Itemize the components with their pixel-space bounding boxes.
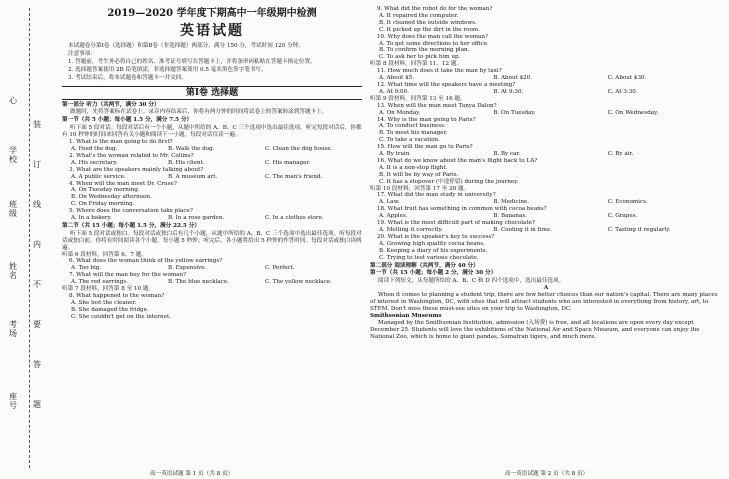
option: B. To meet his manager. xyxy=(379,130,448,137)
question-text: 1. What is the man going to do first? xyxy=(69,139,173,146)
option: A. Apples. xyxy=(379,213,408,220)
option: A. Law. xyxy=(379,199,400,206)
option: C. The yellow necklace. xyxy=(265,279,332,286)
option: B. Bananas. xyxy=(493,213,527,220)
option: C. On Wednesday. xyxy=(607,109,659,116)
left-column xyxy=(62,6,362,321)
section-note: 做题时，先将答案标在试卷上。录音内容结束后，你将有两分钟的时间将试卷上的答案转涂到答题卡上。 xyxy=(70,109,328,116)
option: A. To get some directions to her office. xyxy=(379,40,489,47)
right-column xyxy=(370,6,722,341)
option: A. It is a non-stop flight. xyxy=(379,164,448,171)
option: A. A public service. xyxy=(71,173,126,180)
option: C. The man's friend. xyxy=(265,173,323,180)
material-note: 听第 8 段材料，回答第 11、12 题。 xyxy=(370,61,463,68)
gutter-seal-char: 内 xyxy=(33,240,41,249)
section-heading: 第二部分 阅读理解（共两节，满分 40 分） xyxy=(370,262,479,269)
section-note: 阅读下列短文，从每题所给的 A、B、C 和 D 四个选项中，选出最佳选项。 xyxy=(378,278,565,285)
option: A. On Monday. xyxy=(379,109,421,116)
option: A. Growing high quality cocoa beans. xyxy=(379,240,485,247)
question-text: 10. Why does the man call the woman? xyxy=(377,33,488,40)
page-footer-left: 高一英语试题 第 1 页（共 8 页） xyxy=(150,471,234,477)
section-heading: 第二节（共 15 小题；每小题 1.5 分，满分 22.5 分） xyxy=(62,222,200,229)
question-options xyxy=(370,199,722,206)
option: B. About $20. xyxy=(493,75,533,82)
exam-subject: 英语试题 xyxy=(180,23,244,39)
gutter-label: 座号 xyxy=(9,392,17,410)
question-text: 3. What are the speakers mainly talking about? xyxy=(69,166,204,173)
gutter-label: 考场 xyxy=(9,320,17,338)
question-options xyxy=(62,146,362,153)
gutter-seal-char: 答 xyxy=(33,360,41,369)
question-text: 14. Why is the man going to Paris? xyxy=(377,116,476,123)
option: A. His secretary. xyxy=(71,159,118,166)
option: C. On Friday morning. xyxy=(71,201,135,208)
passage-subheading: Smithsonian Museums xyxy=(370,312,442,319)
option: B. In a rose garden. xyxy=(168,215,225,222)
option: B. On Wednesday afternoon. xyxy=(71,194,152,201)
option: C. It picked up the dirt in the room. xyxy=(379,26,481,33)
question-text: 4. When will the man meet Dr. Cruse? xyxy=(69,180,177,187)
option: C. At 3:30. xyxy=(607,88,638,95)
option: A. To conduct business. xyxy=(379,123,446,130)
option: A. By train. xyxy=(379,151,412,158)
option: A. Too big. xyxy=(71,265,102,272)
option: B. It will be by way of Paris. xyxy=(379,171,459,178)
question-text: 9. What did the robot do for the woman? xyxy=(377,6,493,12)
question-text: 13. When will the man meet Tanya Dalon? xyxy=(377,102,497,109)
option: A. It repaired the computer. xyxy=(379,12,459,19)
question-text: 15. How will the man go to Paris? xyxy=(377,144,473,151)
question-options xyxy=(370,89,722,96)
question-text: 20. What is the speaker's key to success? xyxy=(377,233,495,240)
question-text: 8. What happened to the woman? xyxy=(69,293,165,299)
question-options xyxy=(370,227,722,234)
option: B. On Tuesday. xyxy=(493,109,536,116)
material-note: 听第 6 段材料，回答第 6、7 题。 xyxy=(62,251,147,258)
question-options xyxy=(370,75,722,82)
section-heading: 第一节（共 5 小题；每小题 1.5 分，满分 7.5 分） xyxy=(62,117,193,124)
binding-gutter xyxy=(0,0,44,479)
option: B. At 9:30. xyxy=(493,88,524,95)
question-text: 11. How much does it take the man by taxi? xyxy=(377,68,502,75)
option: B. A museum art. xyxy=(168,173,218,180)
option: C. His manager. xyxy=(265,159,311,166)
option: A. The red earrings. xyxy=(71,279,128,286)
option: C. Perfect. xyxy=(265,265,295,272)
page-footer-right: 高一英语试题 第 2 页（共 8 页） xyxy=(505,471,589,477)
question-text: 19. What is the most difficult part of making chocolate? xyxy=(377,220,535,227)
passage-paragraph: When it comes to planning a student trip, there are few better choices than our nation's capital. There are many places of interest in Washington, DC, with sites that will attract students who are interested in everything from history, art, to STEM. Don't miss these must-see sites on your trip to Washington, DC. xyxy=(370,292,718,312)
option: B. The blue necklace. xyxy=(168,279,229,286)
option: C. She couldn't get on the internet. xyxy=(71,313,171,320)
gutter-label: 姓名 xyxy=(9,262,17,280)
question-text: 2. What's the woman related to Mr. Collins? xyxy=(69,152,194,159)
option: C. Tasting it regularly. xyxy=(607,227,671,233)
gutter-seal-char: 装 xyxy=(33,120,41,129)
material-note: 听第 7 段材料，回答第 8 至 10 题。 xyxy=(62,286,155,293)
option: C. To take a vacation. xyxy=(379,137,441,144)
option: C. Clean the dog house. xyxy=(265,145,333,152)
question-text: 18. What fruit has something in common with cocoa beans? xyxy=(377,206,547,213)
gutter-label: 班级 xyxy=(9,200,17,218)
option: C. In a clothes store. xyxy=(265,215,324,222)
option: B. His client. xyxy=(168,159,205,166)
question-text: 12. What time will the speakers have a meeting? xyxy=(377,81,516,88)
question-text: 17. What did the man study in university? xyxy=(377,192,496,199)
material-note: 听第 10 段材料，回答第 17 至 20 题。 xyxy=(370,185,470,192)
option: C. By air. xyxy=(607,151,634,158)
question-options xyxy=(370,151,722,158)
option: C. Grapes. xyxy=(607,213,638,220)
exam-notice: 1. 答题前，考生务必将自己的姓名、准考证号填写在答题卡上，并将条形码粘贴在答题卡指定位置。 xyxy=(68,58,316,65)
section-note: 听下面 5 段对话或独白。每段对话或独白后有几个小题，从题中所给的 A、B、C 三个选项中选出最佳选项。听每段对话或独白前，你将有时间阅读各个小题，每小题 5 秒钟；听完后，各小题将给出 5 秒钟的作答时间。每段对话或独白读两遍。 xyxy=(62,230,362,251)
question-options xyxy=(62,160,362,167)
exam-notice: 3. 考试结束后，将本试题卷和答题卡一并交回。 xyxy=(68,74,187,81)
gutter-seal-char: 线 xyxy=(33,200,41,209)
option: A. Melting it correctly. xyxy=(379,227,443,233)
option: C. To ask her to pick him up. xyxy=(379,54,461,61)
exam-notice: 注意事项： xyxy=(68,50,96,57)
question-options xyxy=(62,174,362,181)
gutter-seal-char: 要 xyxy=(33,320,41,329)
material-note: 听第 9 段材料，回答第 13 至 16 题。 xyxy=(370,95,466,102)
option: B. Keeping a diary of his experiments. xyxy=(379,247,488,254)
exam-notice: 本试题卷分第Ⅰ卷（选择题）和第Ⅱ卷（非选择题）两部分，满分 150 分，考试时间 120 分钟。 xyxy=(68,43,304,49)
section-heading: 第一部分 听力（共两节，满分 30 分） xyxy=(62,101,160,108)
gutter-seal-char: 订 xyxy=(33,160,41,169)
option: B. To confirm the morning plan. xyxy=(379,47,470,54)
option: B. By car. xyxy=(493,151,521,158)
question-text: 16. What do we know about the man's flight back to LA? xyxy=(377,157,538,164)
binding-line xyxy=(29,8,30,468)
option: B. Cooling it in time. xyxy=(493,227,552,233)
question-options xyxy=(62,215,362,222)
option: B. Medicine. xyxy=(493,199,530,206)
gutter-seal-char: 题 xyxy=(33,400,41,409)
gutter-label: 学校 xyxy=(9,146,17,164)
option: A. About $5. xyxy=(379,75,415,82)
section-note: 听下面 5 段对话。每段对话后有一个小题，从题中所给的 A、B、C 三个选项中选出最佳选项。听完每段对话后，你都有 10 秒钟的时间来回答有关小题和阅读下一小题。每段对话仅读一遍。 xyxy=(62,125,362,139)
option: B. Expensive. xyxy=(168,265,207,272)
option: C. About $30. xyxy=(607,75,647,82)
part-heading: 第Ⅰ卷 选择题 xyxy=(62,86,362,100)
section-heading: 第一节（共 15 小题；每小题 2 分，满分 30 分） xyxy=(370,270,497,277)
option: A. On Tuesday morning. xyxy=(71,187,140,194)
option: A. Feed the dog. xyxy=(71,145,118,152)
gutter-label: 心 xyxy=(9,96,17,105)
option: B. Walk the dog. xyxy=(168,145,215,152)
option: A. She lost the cleaner. xyxy=(71,299,137,306)
exam-title: 2019—2020 学年度下期高中一年级期中检测 xyxy=(107,8,317,19)
option: C. Economics. xyxy=(607,199,648,206)
question-options xyxy=(62,265,362,272)
question-text: 5. Where does the conversation take place? xyxy=(69,208,193,215)
passage-paragraph: Managed by the Smithsonian Institution, admission (入场费) is free, and all locations are open every day except December 25. Students will love the exhibitions of the National Air and Space Museum, and everyone can enjoy the National Zoo, which is home to giant pandas, Sumatran tigers, and much more. xyxy=(370,319,700,340)
exam-notice: 2. 选择题答案使用 2B 铅笔填涂，非选择题答案使用 0.5 毫米黑色签字笔书写。 xyxy=(68,66,267,73)
option: B. She damaged the fridge. xyxy=(71,306,149,313)
question-text: 7. What will the man buy for the woman? xyxy=(69,272,187,279)
question-options xyxy=(370,110,722,117)
option: C. It has a stopover (中途停留) during the journey. xyxy=(379,178,519,185)
passage-label: A xyxy=(543,285,549,292)
option: B. It cleaned the outside windows. xyxy=(379,19,477,26)
question-text: 6. What does the woman think of the yellow earrings? xyxy=(69,258,223,265)
question-options xyxy=(370,213,722,220)
option: A. At 9:00. xyxy=(379,88,409,95)
gutter-seal-char: 不 xyxy=(33,280,41,289)
option: C. Trying to test various chocolate. xyxy=(379,254,479,261)
option: A. In a bakery. xyxy=(71,215,112,222)
